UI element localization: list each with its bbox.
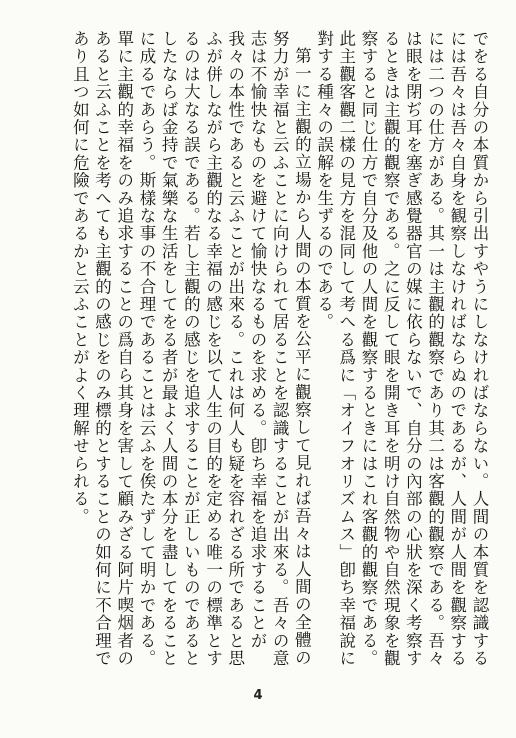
- paragraph-2: 第一に主觀的立場から人間の本質を公平に觀察して見れば吾々は人間の全體の努力が幸福と云ふことに向けられて居ることを認識することが出來る。吾々の意志は不愉快なものを避けて愉快なるものを求める。卽ち幸福を追求することが我々の本性であると云ふことが出來る。これは何人も疑を容れざる所であると思ふが併しながら主觀的なる幸福の感じを以て人生の目的を定める唯一の標準とするのは大なる誤である。若し主觀的の感じを追求することが正しいものであるとしたならば金持で氣樂な生活をしてをる者が最よく人間の本分を盡してをることに成るであらう。斯樣な事の不合理であることは云ふを俟たずして明かである。單に主觀的幸福をのみ追求することの爲自ら其身を害して顧みざる阿片喫烟者のあると云ふことを考へても主觀的の感じをのみ標的とすることの如何に不合理であり且つ如何に危險であるかと云ふことがよく理解せられる。: [70, 30, 312, 668]
- page-number: 4: [253, 688, 263, 703]
- paragraph-1: でをる自分の本質から引出すやうにしなければならない。人間の本質を認識するには吾々は吾々自身を観察しなければならぬのであるが、人間が人間を觀察するには二つの仕方がある。其一は主觀的觀察であり其二は客觀的觀察である。吾々は眼を閉ぢ耳を塞ぎ感覺器官の媒に依らないで、自分の內部の心狀を深く考察するときは主觀的觀察である。之に反して眼を開き耳を明け自然物や自然現象を觀察すると同じ仕方で自分及他の人間を觀察するときにはこれ客觀的觀察である。此主觀客觀二樣の見方を混同して考へる爲に「オイフオリズムス」卽ち幸福說に對する種々の誤解を生ずるのである。: [314, 30, 489, 668]
- body-text: [46, 30, 490, 672]
